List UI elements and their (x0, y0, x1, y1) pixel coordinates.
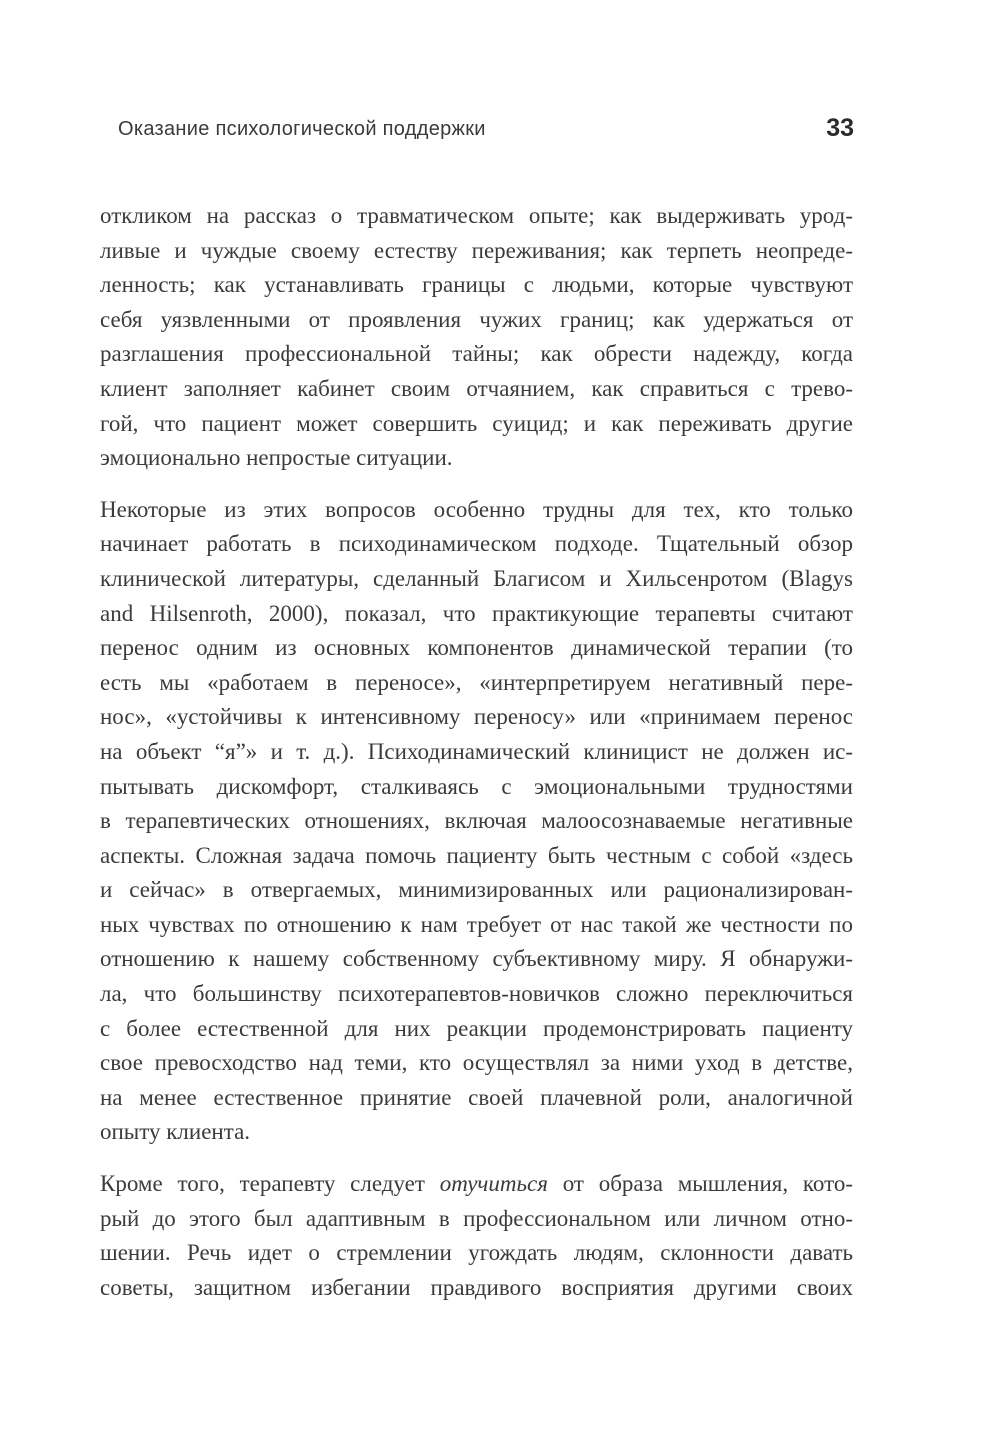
text-run: от образа мышления, кото- (547, 1171, 853, 1197)
paragraph-spacer (100, 476, 853, 493)
text-run: Кроме того, терапевту следует (100, 1171, 440, 1197)
text-line: перенос одним из основных компонентов динамической терапии (то (100, 635, 853, 661)
text-line: and Hilsenroth, 2000), показал, что практикующие терапевты считают (100, 600, 853, 626)
text-line: советы, защитном избегании правдивого восприятия другими своих (100, 1274, 853, 1300)
text-line: ла, что большинству психотерапевтов-новичков сложно переключиться (100, 981, 853, 1007)
text-line: клинической литературы, сделанный Благисом и Хильсенротом (Blagys (100, 565, 853, 591)
text-line: аспекты. Сложная задача помочь пациенту быть честным с собой «здесь (100, 842, 853, 868)
text-line: шении. Речь идет о стремлении угождать людям, склонности давать (100, 1240, 853, 1266)
text-line: пытывать дискомфорт, сталкиваясь с эмоциональными трудностями (100, 773, 853, 799)
text-line: ленность; как устанавливать границы с людьми, которые чувствуют (100, 272, 853, 298)
text-line: ливые и чуждые своему естеству переживания; как терпеть неопреде- (100, 237, 853, 263)
text-line: гой, что пациент может совершить суицид; и как переживать другие (100, 410, 853, 436)
text-line: с более естественной для них реакции продемонстрировать пациенту (100, 1015, 853, 1041)
text-line: есть мы «работаем в переносе», «интерпретируем негативный пере- (100, 669, 853, 695)
text-line: начинает работать в психодинамическом подходе. Тщательный обзор (100, 531, 853, 557)
text-line: на объект “я”» и т. д.). Психодинамический клиницист не должен ис- (100, 738, 853, 764)
text-line: на менее естественное принятие своей плачевной роли, аналогичной (100, 1084, 853, 1110)
text-line: и сейчас» в отвергаемых, минимизированных или рационализирован- (100, 877, 853, 903)
emphasized-word: отучиться (439, 1171, 548, 1197)
text-line: Некоторые из этих вопросов особенно трудны для тех, кто только (100, 496, 853, 522)
paragraph-2 (100, 493, 853, 1150)
paragraph-1 (100, 199, 853, 476)
text-line: ных чувствах по отношению к нам требует от нас такой же честности по (100, 911, 853, 937)
text-line: клиент заполняет кабинет своим отчаянием, как справиться с трево- (100, 375, 853, 401)
paragraph-spacer (100, 1150, 853, 1167)
paragraph-3 (100, 1167, 853, 1305)
text-line: в терапевтических отношениях, включая малоосознаваемые негативные (100, 808, 853, 834)
text-line (100, 1167, 853, 1202)
text-line: опыту клиента. (100, 1119, 251, 1145)
text-line: отношению к нашему собственному субъективному миру. Я обнаружи- (100, 946, 853, 972)
text-line: разглашения профессиональной тайны; как обрести надежду, когда (100, 341, 853, 367)
text-line: нос», «устойчивы к интенсивному переносу» или «принимаем перенос (100, 704, 853, 730)
text-line: свое превосходство над теми, кто осуществлял за ними уход в детстве, (100, 1050, 853, 1076)
text-line: рый до этого был адаптивным в профессиональном или личном отно- (100, 1205, 853, 1231)
body-text (100, 199, 853, 1305)
text-line: эмоционально непростые ситуации. (100, 445, 453, 471)
text-line: откликом на рассказ о травматическом опыте; как выдерживать урод- (100, 203, 853, 228)
text-line: себя уязвленными от проявления чужих границ; как удержаться от (100, 306, 853, 332)
running-header: Оказание психологической поддержки (118, 118, 486, 140)
page-number: 33 (826, 114, 854, 142)
